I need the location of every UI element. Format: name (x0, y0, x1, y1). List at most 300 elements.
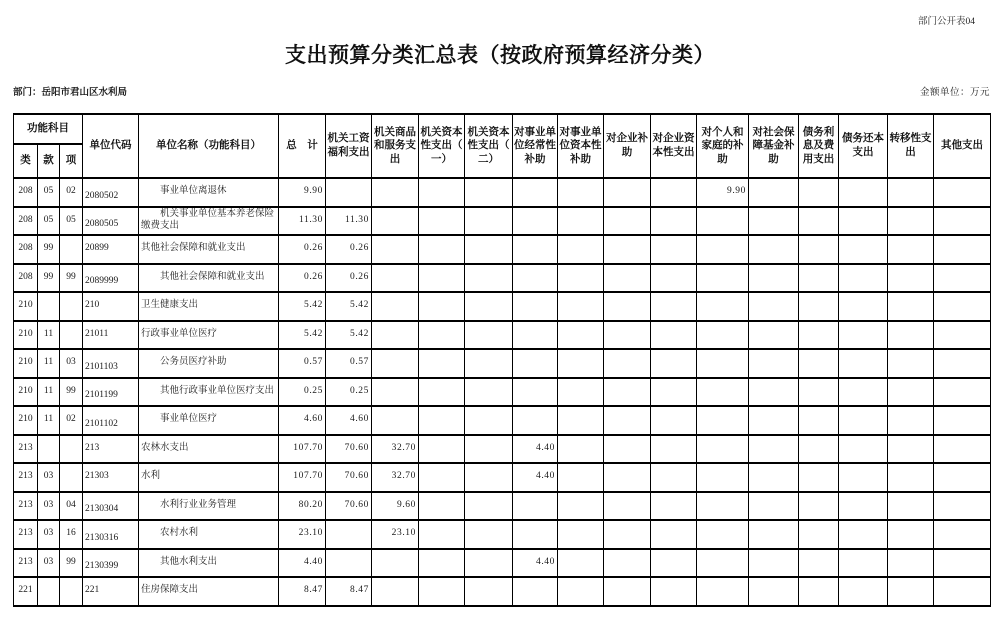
value-cell-13 (888, 492, 934, 521)
xiang-cell: 99 (60, 549, 83, 578)
value-cell-11 (799, 549, 839, 578)
value-cell-7 (604, 577, 651, 606)
value-cell-3 (419, 520, 465, 549)
value-cell-6 (558, 264, 604, 293)
value-cell-2 (372, 321, 419, 350)
value-cell-12 (839, 378, 888, 407)
value-cell-12 (839, 235, 888, 264)
name-cell: 卫生健康支出 (139, 292, 279, 321)
table-row (14, 435, 991, 464)
lei-cell: 210 (14, 349, 38, 378)
value-cell-12 (839, 549, 888, 578)
value-cell-11 (799, 235, 839, 264)
value-cell-8 (651, 235, 697, 264)
value-cell-13 (888, 292, 934, 321)
value-cell-9 (697, 321, 749, 350)
value-cell-3 (419, 349, 465, 378)
value-cell-14 (934, 321, 991, 350)
value-cell-4 (465, 577, 513, 606)
value-cell-4 (465, 492, 513, 521)
value-cell-12 (839, 349, 888, 378)
code-cell: 221 (83, 577, 139, 606)
value-cell-11 (799, 378, 839, 407)
doc-label: 部门公开表04 (917, 17, 975, 27)
value-cell-14 (934, 435, 991, 464)
value-cell-7 (604, 435, 651, 464)
xiang-cell: 02 (60, 178, 83, 207)
value-cell-1: 5.42 (326, 321, 372, 350)
value-cell-5: 4.40 (513, 549, 558, 578)
value-cell-14 (934, 207, 991, 236)
value-cell-6 (558, 207, 604, 236)
value-cell-11 (799, 492, 839, 521)
value-cell-6 (558, 378, 604, 407)
value-cell-13 (888, 577, 934, 606)
value-cell-13 (888, 178, 934, 207)
name-cell: 机关事业单位基本养老保险缴费支出 (139, 207, 279, 236)
col-header-debt-principal: 债务还本支出 (839, 114, 888, 178)
table-row (14, 264, 991, 293)
table-row (14, 577, 991, 606)
col-header-inst-recurrent-subsidy: 对事业单位经常性补助 (513, 114, 558, 178)
table-row (14, 520, 991, 549)
kuan-cell: 99 (38, 264, 60, 293)
value-cell-11 (799, 178, 839, 207)
value-cell-2: 9.60 (372, 492, 419, 521)
xiang-cell: 02 (60, 406, 83, 435)
value-cell-6 (558, 463, 604, 492)
code-cell: 2101199 (83, 378, 139, 407)
value-cell-5 (513, 178, 558, 207)
value-cell-3 (419, 435, 465, 464)
value-cell-7 (604, 463, 651, 492)
value-cell-5 (513, 264, 558, 293)
value-cell-8 (651, 577, 697, 606)
lei-cell: 213 (14, 463, 38, 492)
value-cell-1: 0.26 (326, 264, 372, 293)
lei-cell: 213 (14, 492, 38, 521)
value-cell-2 (372, 549, 419, 578)
value-cell-12 (839, 577, 888, 606)
value-cell-8 (651, 292, 697, 321)
value-cell-7 (604, 378, 651, 407)
value-cell-4 (465, 463, 513, 492)
value-cell-14 (934, 463, 991, 492)
table-header (14, 114, 991, 178)
value-cell-13 (888, 406, 934, 435)
value-cell-4 (465, 292, 513, 321)
lei-cell: 210 (14, 321, 38, 350)
value-cell-0: 11.30 (279, 207, 326, 236)
code-cell: 21303 (83, 463, 139, 492)
value-cell-9 (697, 549, 749, 578)
value-cell-6 (558, 406, 604, 435)
value-cell-3 (419, 378, 465, 407)
name-cell: 水利 (139, 463, 279, 492)
col-header-lei: 类 (14, 144, 38, 178)
xiang-cell (60, 235, 83, 264)
value-cell-4 (465, 178, 513, 207)
col-header-func-group: 功能科目 (14, 114, 83, 144)
value-cell-14 (934, 406, 991, 435)
lei-cell: 208 (14, 235, 38, 264)
value-cell-8 (651, 321, 697, 350)
value-cell-3 (419, 463, 465, 492)
value-cell-7 (604, 178, 651, 207)
code-cell: 2080505 (83, 207, 139, 236)
value-cell-10 (749, 435, 799, 464)
value-cell-11 (799, 406, 839, 435)
value-cell-9 (697, 207, 749, 236)
kuan-cell: 11 (38, 349, 60, 378)
value-cell-5 (513, 378, 558, 407)
value-cell-10 (749, 235, 799, 264)
value-cell-1: 4.60 (326, 406, 372, 435)
xiang-cell: 16 (60, 520, 83, 549)
value-cell-13 (888, 378, 934, 407)
value-cell-10 (749, 577, 799, 606)
value-cell-9 (697, 492, 749, 521)
kuan-cell (38, 435, 60, 464)
lei-cell: 210 (14, 292, 38, 321)
value-cell-10 (749, 492, 799, 521)
value-cell-6 (558, 235, 604, 264)
value-cell-9 (697, 349, 749, 378)
value-cell-11 (799, 463, 839, 492)
value-cell-4 (465, 235, 513, 264)
xiang-cell (60, 577, 83, 606)
budget-table (13, 113, 991, 607)
value-cell-6 (558, 577, 604, 606)
value-cell-5: 4.40 (513, 463, 558, 492)
value-cell-0: 9.90 (279, 178, 326, 207)
value-cell-0: 0.57 (279, 349, 326, 378)
value-cell-5: 4.40 (513, 435, 558, 464)
value-cell-9 (697, 235, 749, 264)
col-header-kuan: 款 (38, 144, 60, 178)
value-cell-1: 0.26 (326, 235, 372, 264)
name-cell: 行政事业单位医疗 (139, 321, 279, 350)
lei-cell: 213 (14, 520, 38, 549)
code-cell: 2080502 (83, 178, 139, 207)
value-cell-7 (604, 549, 651, 578)
col-header-org-goods-services: 机关商品和服务支出 (372, 114, 419, 178)
value-cell-14 (934, 264, 991, 293)
name-cell: 其他社会保障和就业支出 (139, 235, 279, 264)
table-row (14, 492, 991, 521)
lei-cell: 221 (14, 577, 38, 606)
value-cell-11 (799, 207, 839, 236)
value-cell-0: 107.70 (279, 463, 326, 492)
value-cell-0: 0.26 (279, 235, 326, 264)
code-cell: 2130316 (83, 520, 139, 549)
value-cell-5 (513, 235, 558, 264)
value-cell-4 (465, 378, 513, 407)
value-cell-3 (419, 577, 465, 606)
value-cell-8 (651, 520, 697, 549)
kuan-cell (38, 292, 60, 321)
value-cell-3 (419, 406, 465, 435)
value-cell-6 (558, 549, 604, 578)
value-cell-4 (465, 406, 513, 435)
department-label: 部门：岳阳市君山区水利局 (13, 88, 128, 98)
value-cell-2: 32.70 (372, 435, 419, 464)
value-cell-2 (372, 207, 419, 236)
value-cell-8 (651, 435, 697, 464)
table-row (14, 321, 991, 350)
value-cell-2 (372, 292, 419, 321)
value-cell-8 (651, 549, 697, 578)
value-cell-6 (558, 292, 604, 321)
kuan-cell: 05 (38, 178, 60, 207)
value-cell-4 (465, 207, 513, 236)
value-cell-12 (839, 321, 888, 350)
value-cell-1: 11.30 (326, 207, 372, 236)
lei-cell: 210 (14, 406, 38, 435)
value-cell-8 (651, 406, 697, 435)
kuan-cell: 03 (38, 492, 60, 521)
value-cell-2: 23.10 (372, 520, 419, 549)
value-cell-7 (604, 207, 651, 236)
xiang-cell: 99 (60, 378, 83, 407)
value-cell-6 (558, 492, 604, 521)
value-cell-14 (934, 349, 991, 378)
value-cell-10 (749, 264, 799, 293)
value-cell-1: 0.57 (326, 349, 372, 378)
xiang-cell (60, 321, 83, 350)
xiang-cell: 99 (60, 264, 83, 293)
name-cell: 事业单位离退休 (139, 178, 279, 207)
code-cell: 20899 (83, 235, 139, 264)
value-cell-14 (934, 378, 991, 407)
col-header-xiang: 项 (60, 144, 83, 178)
value-cell-1: 8.47 (326, 577, 372, 606)
value-cell-9 (697, 292, 749, 321)
kuan-cell: 11 (38, 378, 60, 407)
value-cell-5 (513, 292, 558, 321)
value-cell-5 (513, 520, 558, 549)
value-cell-14 (934, 178, 991, 207)
table-row (14, 349, 991, 378)
value-cell-0: 0.26 (279, 264, 326, 293)
name-cell: 农林水支出 (139, 435, 279, 464)
value-cell-4 (465, 321, 513, 350)
value-cell-9 (697, 577, 749, 606)
value-cell-2 (372, 577, 419, 606)
value-cell-8 (651, 463, 697, 492)
value-cell-4 (465, 520, 513, 549)
col-header-org-capital-2: 机关资本性支出（二） (465, 114, 513, 178)
value-cell-2 (372, 264, 419, 293)
value-cell-11 (799, 520, 839, 549)
code-cell: 2101103 (83, 349, 139, 378)
value-cell-0: 5.42 (279, 321, 326, 350)
value-cell-0: 23.10 (279, 520, 326, 549)
value-cell-5 (513, 321, 558, 350)
value-cell-14 (934, 520, 991, 549)
value-cell-3 (419, 178, 465, 207)
value-cell-11 (799, 349, 839, 378)
name-cell: 事业单位医疗 (139, 406, 279, 435)
value-cell-12 (839, 435, 888, 464)
value-cell-8 (651, 378, 697, 407)
kuan-cell: 99 (38, 235, 60, 264)
lei-cell: 208 (14, 178, 38, 207)
table-row (14, 378, 991, 407)
value-cell-13 (888, 264, 934, 293)
value-cell-3 (419, 321, 465, 350)
col-header-other-expenditure: 其他支出 (934, 114, 991, 178)
value-cell-9 (697, 264, 749, 293)
value-cell-0: 4.60 (279, 406, 326, 435)
value-cell-4 (465, 435, 513, 464)
code-cell: 2130399 (83, 549, 139, 578)
page-title: 支出预算分类汇总表（按政府预算经济分类） (285, 43, 715, 67)
lei-cell: 208 (14, 207, 38, 236)
value-cell-1: 0.25 (326, 378, 372, 407)
name-cell: 公务员医疗补助 (139, 349, 279, 378)
code-cell: 213 (83, 435, 139, 464)
value-cell-10 (749, 406, 799, 435)
value-cell-3 (419, 235, 465, 264)
value-cell-0: 4.40 (279, 549, 326, 578)
table-row (14, 463, 991, 492)
value-cell-3 (419, 292, 465, 321)
value-cell-10 (749, 520, 799, 549)
value-cell-9 (697, 520, 749, 549)
col-header-social-security-fund-subsidy: 对社会保障基金补助 (749, 114, 799, 178)
value-cell-3 (419, 492, 465, 521)
value-cell-4 (465, 264, 513, 293)
value-cell-10 (749, 378, 799, 407)
code-cell: 2089999 (83, 264, 139, 293)
value-cell-6 (558, 178, 604, 207)
table-row (14, 406, 991, 435)
col-header-unit-name: 单位名称（功能科目） (139, 114, 279, 178)
lei-cell: 208 (14, 264, 38, 293)
value-cell-8 (651, 264, 697, 293)
lei-cell: 213 (14, 435, 38, 464)
value-cell-13 (888, 321, 934, 350)
value-cell-10 (749, 207, 799, 236)
value-cell-6 (558, 321, 604, 350)
value-cell-10 (749, 463, 799, 492)
kuan-cell: 03 (38, 520, 60, 549)
lei-cell: 210 (14, 378, 38, 407)
value-cell-12 (839, 492, 888, 521)
value-cell-2 (372, 178, 419, 207)
table-body (14, 178, 991, 606)
value-cell-7 (604, 349, 651, 378)
value-cell-6 (558, 435, 604, 464)
value-cell-5 (513, 577, 558, 606)
value-cell-0: 80.20 (279, 492, 326, 521)
xiang-cell: 03 (60, 349, 83, 378)
meta-row (13, 84, 990, 98)
value-cell-4 (465, 549, 513, 578)
value-cell-7 (604, 235, 651, 264)
kuan-cell: 11 (38, 406, 60, 435)
value-cell-9 (697, 435, 749, 464)
xiang-cell: 04 (60, 492, 83, 521)
value-cell-11 (799, 321, 839, 350)
kuan-cell: 03 (38, 463, 60, 492)
table-row (14, 178, 991, 207)
col-header-inst-capital-subsidy: 对事业单位资本性补助 (558, 114, 604, 178)
col-header-org-wages-welfare: 机关工资福利支出 (326, 114, 372, 178)
value-cell-3 (419, 207, 465, 236)
value-cell-10 (749, 321, 799, 350)
name-cell: 其他行政事业单位医疗支出 (139, 378, 279, 407)
kuan-cell: 11 (38, 321, 60, 350)
value-cell-14 (934, 577, 991, 606)
value-cell-1: 70.60 (326, 463, 372, 492)
table-row (14, 207, 991, 236)
value-cell-1 (326, 178, 372, 207)
name-cell: 农村水利 (139, 520, 279, 549)
col-header-enterprise-capital: 对企业资本性支出 (651, 114, 697, 178)
col-header-org-capital-1: 机关资本性支出（一） (419, 114, 465, 178)
value-cell-5 (513, 492, 558, 521)
value-cell-12 (839, 178, 888, 207)
value-cell-8 (651, 492, 697, 521)
name-cell: 住房保障支出 (139, 577, 279, 606)
value-cell-9: 9.90 (697, 178, 749, 207)
kuan-cell (38, 577, 60, 606)
value-cell-2 (372, 349, 419, 378)
value-cell-11 (799, 577, 839, 606)
value-cell-13 (888, 435, 934, 464)
name-cell: 其他社会保障和就业支出 (139, 264, 279, 293)
value-cell-13 (888, 549, 934, 578)
value-cell-5 (513, 349, 558, 378)
value-cell-12 (839, 207, 888, 236)
value-cell-13 (888, 520, 934, 549)
value-cell-11 (799, 435, 839, 464)
value-cell-0: 107.70 (279, 435, 326, 464)
xiang-cell: 05 (60, 207, 83, 236)
value-cell-6 (558, 520, 604, 549)
value-cell-5 (513, 207, 558, 236)
value-cell-1: 70.60 (326, 492, 372, 521)
value-cell-12 (839, 264, 888, 293)
col-header-debt-interest-fees: 债务利息及费用支出 (799, 114, 839, 178)
value-cell-13 (888, 349, 934, 378)
value-cell-4 (465, 349, 513, 378)
name-cell: 其他水利支出 (139, 549, 279, 578)
value-cell-7 (604, 406, 651, 435)
code-cell: 21011 (83, 321, 139, 350)
name-cell: 水利行业业务管理 (139, 492, 279, 521)
value-cell-10 (749, 549, 799, 578)
table-row (14, 292, 991, 321)
value-cell-13 (888, 235, 934, 264)
value-cell-9 (697, 463, 749, 492)
value-cell-6 (558, 349, 604, 378)
value-cell-8 (651, 349, 697, 378)
value-cell-12 (839, 463, 888, 492)
value-cell-11 (799, 292, 839, 321)
xiang-cell (60, 435, 83, 464)
value-cell-8 (651, 178, 697, 207)
value-cell-14 (934, 292, 991, 321)
table-row (14, 549, 991, 578)
value-cell-13 (888, 207, 934, 236)
value-cell-8 (651, 207, 697, 236)
code-cell: 2101102 (83, 406, 139, 435)
value-cell-10 (749, 178, 799, 207)
amount-unit-label: 金额单位：万元 (919, 88, 990, 98)
